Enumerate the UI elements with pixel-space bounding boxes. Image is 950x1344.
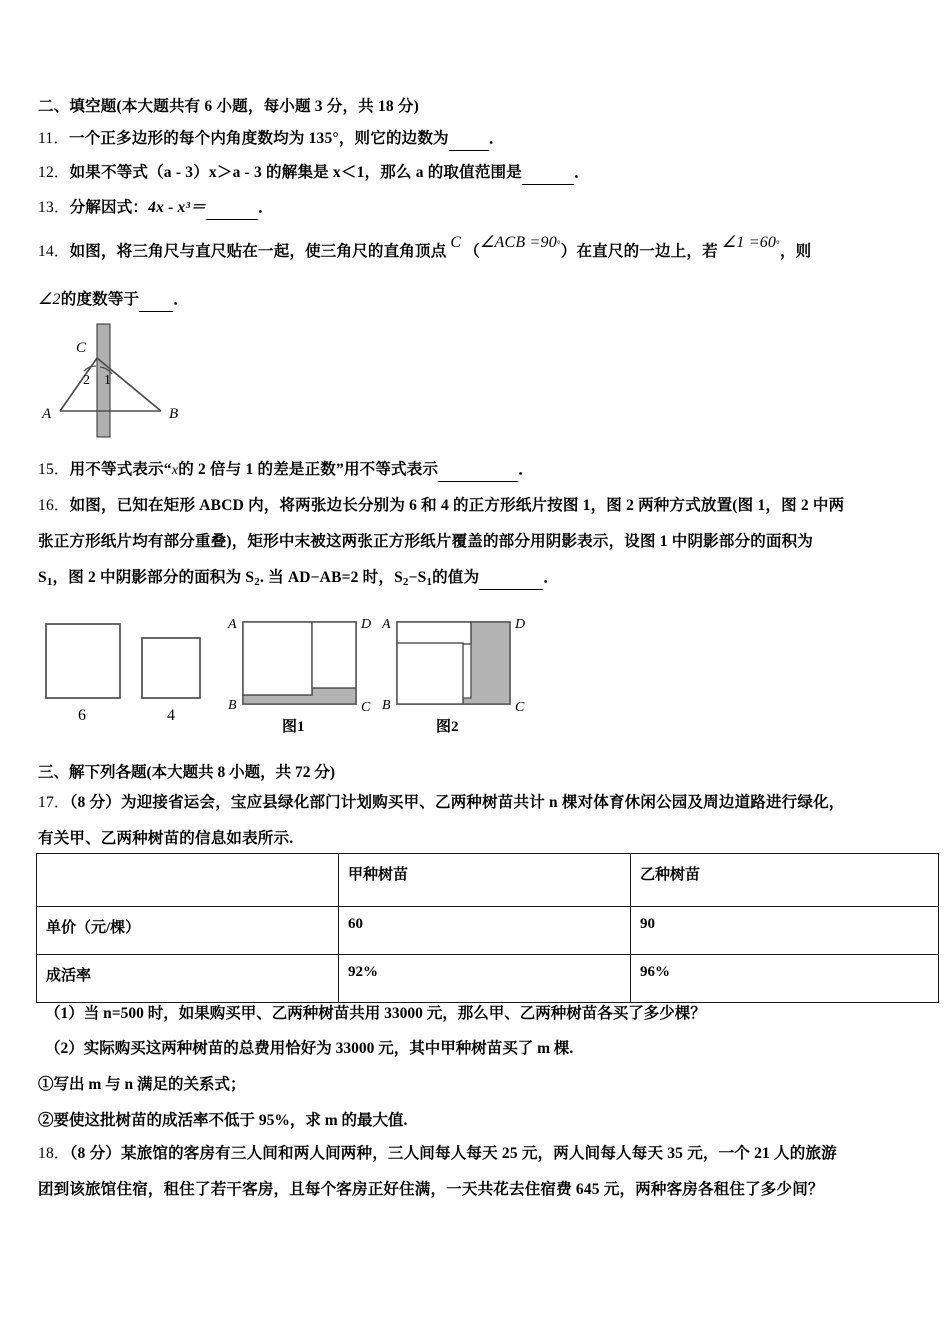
label-C: C bbox=[76, 340, 87, 356]
fig2-label-B: B bbox=[382, 698, 391, 713]
section-heading-fill-blank: 二、填空题(本大题共有 6 小题，每小题 3 分，共 18 分) bbox=[38, 98, 419, 115]
fig1-label-C: C bbox=[361, 700, 371, 715]
question-18-line2: 团到该旅馆住宿，租住了若干客房，且每个客房正好住满，一天共花去住宿费 645 元，两种客房各租住了多少间？ bbox=[38, 1181, 824, 1198]
q16-S: S bbox=[38, 569, 47, 586]
question-15-number: 15． bbox=[38, 461, 70, 478]
fig1-label-D: D bbox=[361, 617, 372, 632]
q16-text-c: . 当 AD−AB=2 时，S bbox=[259, 569, 403, 586]
square-side-4 bbox=[142, 638, 200, 698]
question-15-blank bbox=[438, 458, 518, 482]
question-15-period: ． bbox=[518, 461, 534, 478]
figure-q16-squares-svg bbox=[42, 614, 222, 729]
question-17-sub-1: （1）当 n=500 时，如果购买甲、乙两种树苗共用 33000 元，那么甲、乙两种树苗各买了多少棵？ bbox=[45, 1005, 706, 1022]
question-12-blank bbox=[522, 161, 574, 185]
question-11 bbox=[38, 127, 504, 151]
question-12-text: 如果不等式（a - 3）x＞a - 3 的解集是 x＜1，那么 a 的取值范围是 bbox=[69, 164, 522, 181]
table-row bbox=[37, 907, 939, 955]
question-14-degree-2: ° bbox=[776, 239, 780, 249]
fig2-label-C: C bbox=[515, 700, 525, 715]
square-6-label: 6 bbox=[78, 707, 86, 724]
question-14-number: 14． bbox=[38, 243, 70, 260]
figure-q16-diagram-1-svg bbox=[226, 612, 386, 737]
fig1-caption: 图1 bbox=[282, 719, 305, 735]
table-cell-yi-unit-price: 90 bbox=[631, 907, 939, 955]
table-header-blank bbox=[37, 854, 339, 907]
table-header-row bbox=[37, 854, 939, 907]
question-16-number: 16． bbox=[38, 497, 70, 514]
table-row-label-unit-price: 单价（元/棵） bbox=[37, 907, 339, 955]
figure-q16-diagram-2-svg bbox=[380, 612, 540, 737]
seedling-info-table bbox=[36, 853, 939, 1003]
q16-S-sub-1: 1 bbox=[46, 576, 53, 588]
question-14-text-c: ，则 bbox=[779, 243, 812, 260]
question-11-text: 一个正多边形的每个内角度数均为 135°，则它的边数为 bbox=[69, 130, 449, 147]
question-16-line1 bbox=[38, 494, 844, 517]
question-12-period: ． bbox=[573, 164, 590, 181]
table-cell-jia-survival-rate: 92% bbox=[339, 955, 631, 1003]
table-header-yi: 乙种树苗 bbox=[631, 854, 939, 907]
question-15-variable-x: x bbox=[171, 463, 179, 478]
question-17-line1 bbox=[38, 791, 844, 814]
figure-q16-squares bbox=[42, 614, 222, 729]
question-14-text-a: 如图，将三角尺与直尺贴在一起，使三角尺的直角顶点 bbox=[69, 243, 447, 260]
question-17-line2: 有关甲、乙两种树苗的信息如表所示. bbox=[38, 830, 294, 847]
question-13-expression: 4x - x³＝ bbox=[148, 199, 207, 216]
fig2-caption: 图2 bbox=[436, 719, 459, 735]
q16-S-sub-3: 2 bbox=[402, 576, 409, 588]
question-17-sub-2: （2）实际购买这两种树苗的总费用恰好为 33000 元，其中甲种树苗买了 m 棵. bbox=[45, 1040, 574, 1057]
question-17-score: （8 分） bbox=[69, 794, 121, 811]
question-14-line1 bbox=[38, 234, 812, 264]
question-14-line2-period: ． bbox=[173, 291, 189, 308]
question-18-score: （8 分） bbox=[69, 1145, 121, 1162]
question-17-sub-4: ②要使这批树苗的成活率不低于 95%，求 m 的最大值. bbox=[38, 1112, 408, 1129]
question-14-text-b: 在直尺的一边上，若 bbox=[576, 243, 718, 260]
square-6-placement-2 bbox=[397, 643, 463, 704]
question-15-text-a: 用不等式表示“ bbox=[69, 461, 172, 478]
square-side-6 bbox=[46, 624, 120, 698]
label-A: A bbox=[42, 406, 52, 422]
table-header-jia: 甲种树苗 bbox=[339, 854, 631, 907]
table-row bbox=[37, 955, 939, 1003]
figure-q14-svg bbox=[38, 322, 238, 442]
question-14-paren-open: （ bbox=[464, 243, 480, 260]
square-4-label: 4 bbox=[167, 707, 175, 724]
label-B: B bbox=[169, 406, 179, 422]
question-14-line2-text: 的度数等于 bbox=[60, 291, 140, 308]
question-11-number: 11． bbox=[38, 130, 70, 147]
fig2-label-A: A bbox=[382, 617, 391, 632]
question-12-number: 12． bbox=[38, 164, 70, 181]
label-angle-2: 2 bbox=[83, 373, 90, 388]
question-12 bbox=[38, 161, 590, 185]
question-13 bbox=[38, 196, 274, 220]
table-cell-jia-unit-price: 60 bbox=[339, 907, 631, 955]
question-14-expression-acb: ∠ACB =90 bbox=[480, 234, 557, 251]
section-heading-solve: 三、解下列各题(本大题共 8 小题，共 72 分) bbox=[38, 764, 336, 781]
question-15 bbox=[38, 458, 534, 482]
table-cell-yi-survival-rate: 96% bbox=[631, 955, 939, 1003]
q16-text-b: ，图 2 中阴影部分的面积为 S bbox=[52, 569, 255, 586]
question-14-degree-1: ° bbox=[556, 239, 561, 249]
question-17-sub-3: ①写出 m 与 n 满足的关系式； bbox=[38, 1076, 246, 1093]
question-15-text-b: 的 2 倍与 1 的差是正数”用不等式表示 bbox=[178, 461, 439, 478]
fig2-label-D: D bbox=[515, 617, 526, 632]
question-18-line1 bbox=[38, 1142, 837, 1165]
question-14-line2 bbox=[38, 288, 189, 312]
question-13-text: 分解因式： bbox=[69, 199, 149, 216]
question-14-expression-angle1: ∠1 =60 bbox=[721, 234, 777, 251]
q16-text-d: −S bbox=[408, 569, 427, 586]
q16-S-sub-2: 2 bbox=[254, 576, 260, 588]
question-14-angle2-symbol: ∠2 bbox=[38, 291, 61, 308]
question-13-number: 13． bbox=[38, 199, 70, 216]
figure-q16-diagram-1 bbox=[226, 612, 386, 737]
square-6-placement-1 bbox=[243, 622, 312, 695]
question-14-paren-close: ） bbox=[560, 243, 577, 260]
question-17-text-line1: 为迎接省运会，宝应县绿化部门计划购买甲、乙两种树苗共计 n 棵对体育休闲公园及周边道路进行绿化， bbox=[121, 794, 845, 811]
square-4-placement-2 bbox=[397, 622, 471, 644]
square-4-placement-1 bbox=[312, 622, 356, 688]
question-16-line3 bbox=[38, 566, 559, 591]
question-18-text-line1: 某旅馆的客房有三人间和两人间两种，三人间每人每天 25 元，两人间每人每天 35 元，一个 21 人的旅游 bbox=[121, 1145, 837, 1162]
question-13-period: ． bbox=[258, 199, 274, 216]
figure-q16-diagram-2 bbox=[380, 612, 540, 737]
q16-S-sub-4: 1 bbox=[426, 576, 433, 588]
question-14-vertex-c: C bbox=[450, 234, 462, 251]
question-11-blank bbox=[449, 127, 489, 151]
question-16-line2: 张正方形纸片均有部分重叠)，矩形中末被这两张正方形纸片覆盖的部分用阴影表示，设图 1 中阴影部分的面积为 bbox=[38, 533, 814, 550]
question-16-blank bbox=[479, 566, 543, 590]
table-row-label-survival-rate: 成活率 bbox=[37, 955, 339, 1003]
question-16-text-line1: 如图，已知在矩形 ABCD 内，将两张边长分别为 6 和 4 的正方形纸片按图 1，图 2 两种方式放置(图 1，图 2 中两 bbox=[69, 497, 845, 514]
fig1-label-B: B bbox=[228, 698, 237, 713]
question-11-period: ． bbox=[488, 130, 505, 147]
question-18-number: 18． bbox=[38, 1145, 70, 1162]
question-13-blank bbox=[206, 196, 258, 220]
q16-period: ． bbox=[543, 569, 559, 586]
question-14-blank bbox=[139, 288, 173, 312]
fig1-label-A: A bbox=[228, 617, 237, 632]
question-17-number: 17． bbox=[38, 794, 70, 811]
q16-text-e: 的值为 bbox=[432, 569, 480, 586]
label-angle-1: 1 bbox=[104, 373, 111, 388]
figure-q14-triangle-ruler bbox=[38, 322, 238, 442]
